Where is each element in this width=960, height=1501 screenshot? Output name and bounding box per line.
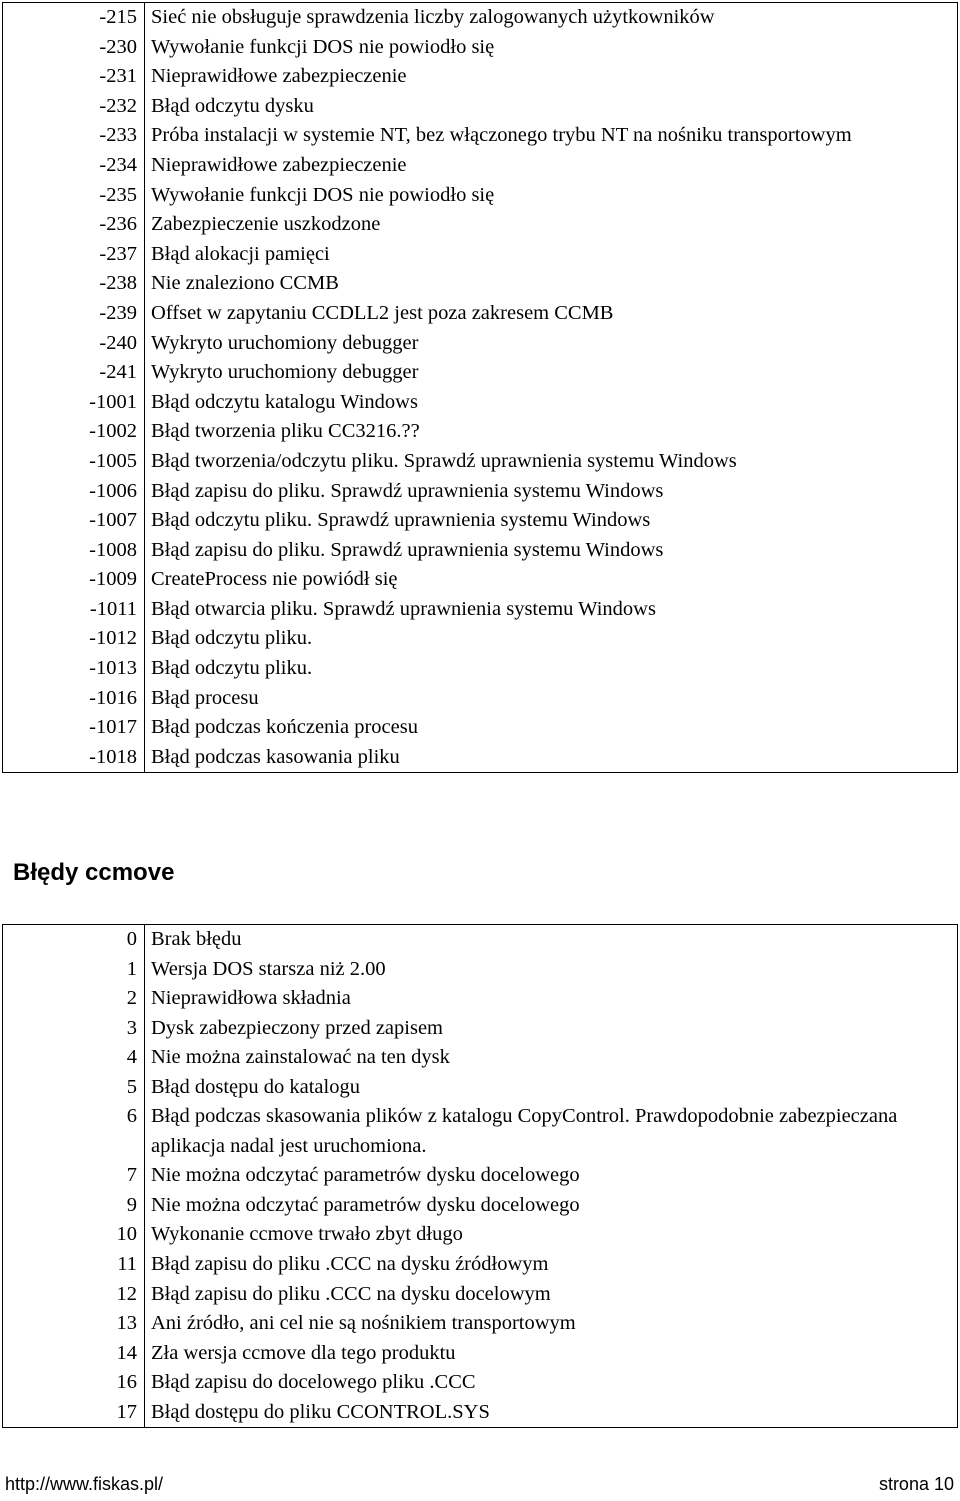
table-row: [3, 121, 958, 151]
table-row: [3, 1368, 958, 1398]
table-row: [3, 417, 958, 447]
error-description-cell: Wykonanie ccmove trwało zbyt długo: [145, 1220, 958, 1250]
error-code-cell: 1: [3, 955, 145, 985]
table-row: [3, 210, 958, 240]
table-row: [3, 358, 958, 388]
error-description-cell: Błąd zapisu do pliku .CCC na dysku źródłowym: [145, 1250, 958, 1280]
error-codes-table: [2, 2, 958, 773]
error-code-cell: -1006: [3, 477, 145, 507]
error-code-cell: 11: [3, 1250, 145, 1280]
error-description-cell: Błąd alokacji pamięci: [145, 240, 958, 270]
table-row: [3, 388, 958, 418]
error-code-cell: -239: [3, 299, 145, 329]
error-description-cell: Ani źródło, ani cel nie są nośnikiem transportowym: [145, 1309, 958, 1339]
table-row: [3, 329, 958, 359]
error-code-cell: -233: [3, 121, 145, 151]
error-code-cell: -231: [3, 62, 145, 92]
error-description-cell: Błąd zapisu do pliku. Sprawdź uprawnienia systemu Windows: [145, 477, 958, 507]
ccmove-errors-table-body: [3, 925, 958, 1428]
error-description-cell: Błąd odczytu dysku: [145, 92, 958, 122]
table-row: [3, 743, 958, 773]
table-row: [3, 1309, 958, 1339]
table-row: [3, 240, 958, 270]
table-row: [3, 713, 958, 743]
error-description-cell: Błąd tworzenia/odczytu pliku. Sprawdź uprawnienia systemu Windows: [145, 447, 958, 477]
error-code-cell: -1011: [3, 595, 145, 625]
error-code-cell: -1008: [3, 536, 145, 566]
table-row: [3, 1014, 958, 1044]
error-code-cell: -1005: [3, 447, 145, 477]
table-row: [3, 1280, 958, 1310]
table-row: [3, 1250, 958, 1280]
error-code-cell: -1012: [3, 624, 145, 654]
footer-url-link[interactable]: http://www.fiskas.pl/: [5, 1474, 164, 1494]
error-code-cell: -1001: [3, 388, 145, 418]
error-code-cell: 3: [3, 1014, 145, 1044]
error-code-cell: -1018: [3, 743, 145, 773]
table-row: [3, 151, 958, 181]
error-description-cell: Nieprawidłowe zabezpieczenie: [145, 62, 958, 92]
table-row: [3, 1220, 958, 1250]
error-code-cell: -234: [3, 151, 145, 181]
error-description-cell: Nieprawidłowa składnia: [145, 984, 958, 1014]
error-code-cell: 6: [3, 1102, 145, 1161]
table-row: [3, 269, 958, 299]
table-row: [3, 1043, 958, 1073]
error-description-cell: Błąd odczytu pliku. Sprawdź uprawnienia systemu Windows: [145, 506, 958, 536]
table-row: [3, 654, 958, 684]
table-row: [3, 565, 958, 595]
error-description-cell: CreateProcess nie powiódł się: [145, 565, 958, 595]
error-code-cell: 9: [3, 1191, 145, 1221]
error-description-cell: Nieprawidłowe zabezpieczenie: [145, 151, 958, 181]
footer-page-number: strona 10: [878, 1474, 954, 1494]
error-code-cell: -230: [3, 33, 145, 63]
error-code-cell: 14: [3, 1339, 145, 1369]
table-row: [3, 1339, 958, 1369]
table-row: [3, 624, 958, 654]
error-description-cell: Zabezpieczenie uszkodzone: [145, 210, 958, 240]
table-row: [3, 3, 958, 33]
error-code-cell: 12: [3, 1280, 145, 1310]
error-description-cell: Offset w zapytaniu CCDLL2 jest poza zakresem CCMB: [145, 299, 958, 329]
error-description-cell: Dysk zabezpieczony przed zapisem: [145, 1014, 958, 1044]
table-row: [3, 62, 958, 92]
error-code-cell: 13: [3, 1309, 145, 1339]
error-description-cell: Nie można odczytać parametrów dysku docelowego: [145, 1191, 958, 1221]
error-description-cell: Błąd podczas skasowania plików z katalogu CopyControl. Prawdopodobnie zabezpieczana aplikacja nadal jest uruchomiona.: [145, 1102, 958, 1161]
error-code-cell: -1016: [3, 684, 145, 714]
error-code-cell: -237: [3, 240, 145, 270]
table-row: [3, 984, 958, 1014]
error-description-cell: Błąd zapisu do docelowego pliku .CCC: [145, 1368, 958, 1398]
table-row: [3, 181, 958, 211]
error-description-cell: Wykryto uruchomiony debugger: [145, 329, 958, 359]
error-code-cell: -215: [3, 3, 145, 33]
error-code-cell: -235: [3, 181, 145, 211]
error-description-cell: Próba instalacji w systemie NT, bez włączonego trybu NT na nośniku transportowym: [145, 121, 958, 151]
page-footer: [0, 1472, 960, 1500]
table-row: [3, 1191, 958, 1221]
table-row: [3, 1398, 958, 1428]
error-description-cell: Sieć nie obsługuje sprawdzenia liczby zalogowanych użytkowników: [145, 3, 958, 33]
error-code-cell: -1009: [3, 565, 145, 595]
error-code-cell: 16: [3, 1368, 145, 1398]
error-description-cell: Błąd procesu: [145, 684, 958, 714]
error-codes-table-body: [3, 3, 958, 773]
error-description-cell: Błąd podczas kończenia procesu: [145, 713, 958, 743]
table-row: [3, 595, 958, 625]
error-code-cell: -232: [3, 92, 145, 122]
error-description-cell: Zła wersja ccmove dla tego produktu: [145, 1339, 958, 1369]
error-description-cell: Błąd dostępu do pliku CCONTROL.SYS: [145, 1398, 958, 1428]
error-code-cell: -238: [3, 269, 145, 299]
error-description-cell: Błąd odczytu katalogu Windows: [145, 388, 958, 418]
table-row: [3, 536, 958, 566]
table-row: [3, 1102, 958, 1161]
table-row: [3, 506, 958, 536]
error-code-cell: 0: [3, 925, 145, 955]
table-row: [3, 299, 958, 329]
error-description-cell: Błąd podczas kasowania pliku: [145, 743, 958, 773]
error-description-cell: Błąd zapisu do pliku .CCC na dysku docelowym: [145, 1280, 958, 1310]
table-row: [3, 33, 958, 63]
error-description-cell: Brak błędu: [145, 925, 958, 955]
error-description-cell: Wywołanie funkcji DOS nie powiodło się: [145, 33, 958, 63]
error-description-cell: Wersja DOS starsza niż 2.00: [145, 955, 958, 985]
error-description-cell: Błąd odczytu pliku.: [145, 624, 958, 654]
error-code-cell: 17: [3, 1398, 145, 1428]
error-code-cell: -1017: [3, 713, 145, 743]
table-row: [3, 684, 958, 714]
error-description-cell: Nie można odczytać parametrów dysku docelowego: [145, 1161, 958, 1191]
error-code-cell: 10: [3, 1220, 145, 1250]
error-description-cell: Błąd tworzenia pliku CC3216.??: [145, 417, 958, 447]
error-description-cell: Nie znaleziono CCMB: [145, 269, 958, 299]
ccmove-errors-table: [2, 924, 958, 1428]
table-row: [3, 925, 958, 955]
error-code-cell: -1007: [3, 506, 145, 536]
error-description-cell: Błąd otwarcia pliku. Sprawdź uprawnienia systemu Windows: [145, 595, 958, 625]
table-row: [3, 1161, 958, 1191]
table-row: [3, 92, 958, 122]
ccmove-errors-heading: Błędy ccmove: [13, 859, 175, 886]
error-description-cell: Wywołanie funkcji DOS nie powiodło się: [145, 181, 958, 211]
error-code-cell: -241: [3, 358, 145, 388]
error-code-cell: -236: [3, 210, 145, 240]
error-code-cell: -1013: [3, 654, 145, 684]
error-description-cell: Błąd dostępu do katalogu: [145, 1073, 958, 1103]
error-code-cell: -240: [3, 329, 145, 359]
table-row: [3, 955, 958, 985]
error-description-cell: Nie można zainstalować na ten dysk: [145, 1043, 958, 1073]
table-row: [3, 477, 958, 507]
error-code-cell: -1002: [3, 417, 145, 447]
error-description-cell: Błąd zapisu do pliku. Sprawdź uprawnienia systemu Windows: [145, 536, 958, 566]
table-row: [3, 447, 958, 477]
error-code-cell: 4: [3, 1043, 145, 1073]
error-code-cell: 2: [3, 984, 145, 1014]
error-description-cell: Wykryto uruchomiony debugger: [145, 358, 958, 388]
table-row: [3, 1073, 958, 1103]
error-description-cell: Błąd odczytu pliku.: [145, 654, 958, 684]
error-code-cell: 5: [3, 1073, 145, 1103]
error-code-cell: 7: [3, 1161, 145, 1191]
